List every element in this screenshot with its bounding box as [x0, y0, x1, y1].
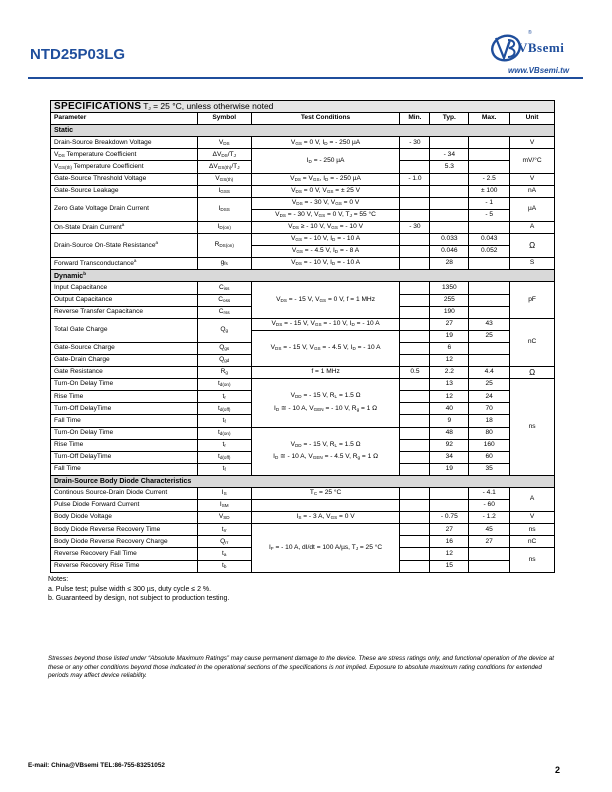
param-cell: Input Capacitance — [51, 282, 198, 294]
symbol-cell: $C_{oss}$ — [197, 294, 251, 306]
max-cell — [469, 282, 510, 294]
min-cell — [400, 294, 430, 306]
param-cell: Turn-On Delay Time — [51, 427, 198, 439]
table-row — [51, 282, 555, 294]
symbol-cell: $Q_{gd}$ — [197, 354, 251, 366]
symbol-cell: $t_r$ — [197, 391, 251, 403]
max-cell: 25 — [469, 379, 510, 391]
condition-cell: $V_{GS}$ = - 10 V, $I_D$ = - 10 A — [251, 234, 400, 246]
table-row — [51, 500, 555, 512]
param-cell: Rise Time — [51, 391, 198, 403]
condition-cell — [251, 500, 400, 512]
symbol-cell: $g_{fs}$ — [197, 258, 251, 270]
typ-cell — [430, 221, 469, 233]
condition-cell: $V_{DS}$ = - 30 V, $V_{GS} = 0$ V — [251, 197, 400, 209]
typ-cell: 34 — [430, 451, 469, 463]
max-cell — [469, 306, 510, 318]
page-number: 2 — [555, 765, 561, 775]
symbol-cell: $C_{rss}$ — [197, 306, 251, 318]
typ-cell: 190 — [430, 306, 469, 318]
param-cell: Gate Resistance — [51, 367, 198, 379]
typ-cell: 0.046 — [430, 246, 469, 258]
condition-cell: $T_C = 25$ °C — [251, 488, 400, 500]
min-cell: - 30 — [400, 137, 430, 149]
table-title-row — [51, 101, 555, 113]
column-header-max: Max. — [469, 113, 510, 125]
max-cell: - 1.2 — [469, 512, 510, 524]
param-cell: Reverse Recovery Rise Time — [51, 560, 198, 572]
min-cell — [400, 391, 430, 403]
section-header-static: Static — [51, 125, 555, 137]
notes-heading: Notes: — [48, 576, 69, 583]
condition-cell: $V_{DS}$ = - 15 V, $V_{GS}$ = - 4.5 V, $I_D$ = - 10 A — [251, 330, 400, 366]
table-row — [51, 379, 555, 391]
note-b: b. Guaranteed by design, not subject to production testing. — [48, 595, 230, 602]
max-cell: - 60 — [469, 500, 510, 512]
min-cell — [400, 197, 430, 209]
typ-cell: 13 — [430, 379, 469, 391]
min-cell — [400, 246, 430, 258]
max-cell: 25 — [469, 330, 510, 342]
table-row — [51, 221, 555, 233]
max-cell: 45 — [469, 524, 510, 536]
max-cell: 24 — [469, 391, 510, 403]
typ-cell: 19 — [430, 463, 469, 475]
typ-cell: 9 — [430, 415, 469, 427]
typ-cell: 255 — [430, 294, 469, 306]
condition-cell: $V_{DS}$ = - 15 V, $V_{GS} = 0$ V, f = 1 MHz — [251, 282, 400, 318]
specifications-title: SPECIFICATIONS — [54, 100, 142, 112]
table-row — [51, 234, 555, 246]
typ-cell: 27 — [430, 318, 469, 330]
table-row — [51, 149, 555, 161]
param-cell: Body Diode Reverse Recovery Charge — [51, 536, 198, 548]
param-cell: Rise Time — [51, 439, 198, 451]
symbol-cell: $I_{DSS}$ — [197, 197, 251, 221]
min-cell — [400, 548, 430, 560]
symbol-cell: $I_{SM}$ — [197, 500, 251, 512]
unit-cell: A — [510, 221, 555, 233]
min-cell — [400, 306, 430, 318]
condition-cell: $V_{DS} = V_{GS}$, $I_D$ = - 250 µA — [251, 173, 400, 185]
disclaimer-text: Stresses beyond those listed under “Absolute Maximum Ratings” may cause permanent damage to the device. These are stress ratings only, and functional operation of the device at these or any other conditions beyond those indicated in the operational sections of the specifications is not implied. Exposure to absolute maximum rating conditions for extended periods may affect device reliability. — [48, 655, 555, 680]
max-cell: 70 — [469, 403, 510, 415]
symbol-cell: $R_{DS(on)}$ — [197, 234, 251, 258]
symbol-cell: $V_{SD}$ — [197, 512, 251, 524]
min-cell — [400, 330, 430, 342]
symbol-cell: $Q_g$ — [197, 318, 251, 342]
typ-cell: 28 — [430, 258, 469, 270]
column-header-row — [51, 113, 555, 125]
condition-cell: f = 1 MHz — [251, 367, 400, 379]
condition-cell: $V_{DS}$ = - 15 V, $V_{GS}$ = - 10 V, $I_D$ = - 10 A — [251, 318, 400, 330]
max-cell — [469, 137, 510, 149]
param-cell: Body Diode Voltage — [51, 512, 198, 524]
notes-block — [48, 575, 229, 604]
symbol-cell: $C_{iss}$ — [197, 282, 251, 294]
max-cell: 0.052 — [469, 246, 510, 258]
max-cell — [469, 342, 510, 354]
typ-cell — [430, 209, 469, 221]
param-cell: On-State Drain Current$^a$ — [51, 221, 198, 233]
typ-cell: 40 — [430, 403, 469, 415]
typ-cell — [430, 185, 469, 197]
unit-cell: Ω — [510, 367, 555, 379]
max-cell — [469, 560, 510, 572]
unit-cell: nC — [510, 536, 555, 548]
max-cell: ± 100 — [469, 185, 510, 197]
unit-cell: nC — [510, 318, 555, 366]
symbol-cell: $\Delta V_{DS}/T_J$ — [197, 149, 251, 161]
symbol-cell: $I_{D(on)}$ — [197, 221, 251, 233]
table-row — [51, 512, 555, 524]
condition-cell: $I_F$ = - 10 A, dI/dt = 100 A/µs, $T_J = 25$ °C — [251, 524, 400, 572]
typ-cell — [430, 488, 469, 500]
min-cell — [400, 282, 430, 294]
symbol-cell: $t_f$ — [197, 415, 251, 427]
symbol-cell: $t_{d(off)}$ — [197, 403, 251, 415]
max-cell: - 2.5 — [469, 173, 510, 185]
param-cell: Turn-Off DelayTime — [51, 451, 198, 463]
min-cell — [400, 439, 430, 451]
param-cell: $V_{DS}$ Temperature Coefficient — [51, 149, 198, 161]
min-cell — [400, 500, 430, 512]
param-cell: Gate-Drain Charge — [51, 354, 198, 366]
column-header-typ: Typ. — [430, 113, 469, 125]
param-cell: Zero Gate Voltage Drain Current — [51, 197, 198, 221]
min-cell — [400, 342, 430, 354]
typ-cell — [430, 173, 469, 185]
typ-cell: 5.3 — [430, 161, 469, 173]
param-cell: Total Gate Charge — [51, 318, 198, 342]
section-header-body-diode: Drain-Source Body Diode Characteristics — [51, 475, 555, 487]
max-cell: 4.4 — [469, 367, 510, 379]
table-row — [51, 427, 555, 439]
typ-cell: 12 — [430, 548, 469, 560]
min-cell — [400, 488, 430, 500]
typ-cell: - 0.75 — [430, 512, 469, 524]
max-cell — [469, 294, 510, 306]
symbol-cell: $Q_{gs}$ — [197, 342, 251, 354]
table-row — [51, 258, 555, 270]
max-cell: - 1 — [469, 197, 510, 209]
section-header-dynamic: Dynamic$^b$ — [51, 270, 555, 282]
min-cell — [400, 209, 430, 221]
max-cell — [469, 548, 510, 560]
param-cell: Gate-Source Leakage — [51, 185, 198, 197]
min-cell — [400, 524, 430, 536]
table-row — [51, 488, 555, 500]
condition-cell: $V_{DS}$ ≥ - 10 V, $V_{GS}$ = - 10 V — [251, 221, 400, 233]
param-cell: Turn-On Delay Time — [51, 379, 198, 391]
symbol-cell: $t_b$ — [197, 560, 251, 572]
max-cell: 18 — [469, 415, 510, 427]
table-row — [51, 197, 555, 209]
typ-cell — [430, 197, 469, 209]
min-cell: 0.5 — [400, 367, 430, 379]
condition-cell: $V_{DS}$ = - 10 V, $I_D$ = - 10 A — [251, 258, 400, 270]
min-cell — [400, 427, 430, 439]
symbol-cell: $V_{DS}$ — [197, 137, 251, 149]
max-cell: 0.043 — [469, 234, 510, 246]
min-cell — [400, 560, 430, 572]
min-cell — [400, 318, 430, 330]
max-cell — [469, 354, 510, 366]
unit-cell: pF — [510, 282, 555, 318]
unit-cell: mV/°C — [510, 149, 555, 173]
param-cell: Continous Source-Drain Diode Current — [51, 488, 198, 500]
min-cell — [400, 403, 430, 415]
min-cell — [400, 185, 430, 197]
unit-cell: V — [510, 512, 555, 524]
param-cell: Reverse Recovery Fall Time — [51, 548, 198, 560]
param-cell: Drain-Source On-State Resistance$^a$ — [51, 234, 198, 258]
symbol-cell: $t_r$ — [197, 439, 251, 451]
typ-cell: 92 — [430, 439, 469, 451]
specifications-condition: $T_J = 25$ °C, unless otherwise noted — [143, 100, 274, 111]
min-cell — [400, 161, 430, 173]
typ-cell: 6 — [430, 342, 469, 354]
typ-cell: 12 — [430, 354, 469, 366]
min-cell: - 30 — [400, 221, 430, 233]
typ-cell — [430, 137, 469, 149]
typ-cell: 2.2 — [430, 367, 469, 379]
symbol-cell: $t_{d(off)}$ — [197, 451, 251, 463]
min-cell — [400, 536, 430, 548]
condition-cell: $V_{DS}$ = - 30 V, $V_{GS} = 0$ V, $T_J = 55$ °C — [251, 209, 400, 221]
max-cell — [469, 161, 510, 173]
unit-cell: nA — [510, 185, 555, 197]
header-divider — [28, 77, 583, 79]
condition-cell: $V_{DD}$ = - 15 V, $R_L = 1.5$ Ω $I_D$ ≅ - 10 A, $V_{GEN}$ = - 4.5 V, $R_g = 1$ Ω — [251, 427, 400, 475]
max-cell: 35 — [469, 463, 510, 475]
symbol-cell: $Q_{rr}$ — [197, 536, 251, 548]
column-header-parameter: Parameter — [51, 113, 198, 125]
min-cell — [400, 379, 430, 391]
typ-cell: 1350 — [430, 282, 469, 294]
param-cell: $V_{GS(th)}$ Temperature Coefficient — [51, 161, 198, 173]
condition-cell: $V_{DD}$ = - 15 V, $R_L = 1.5$ Ω $I_D$ ≅ - 10 A, $V_{GEN}$ = - 10 V, $R_g = 1$ Ω — [251, 379, 400, 427]
symbol-cell: $t_{d(on)}$ — [197, 379, 251, 391]
column-header-test-conditions: Test Conditions — [251, 113, 400, 125]
unit-cell: ns — [510, 548, 555, 572]
typ-cell: 48 — [430, 427, 469, 439]
max-cell: 43 — [469, 318, 510, 330]
param-cell: Fall Time — [51, 463, 198, 475]
table-row — [51, 137, 555, 149]
max-cell: 27 — [469, 536, 510, 548]
max-cell: 160 — [469, 439, 510, 451]
condition-cell: $V_{DS} = 0$ V, $V_{GS}$ = ± 25 V — [251, 185, 400, 197]
note-a: a. Pulse test; pulse width ≤ 300 µs, duty cycle ≤ 2 %. — [48, 585, 212, 593]
symbol-cell: $I_S$ — [197, 488, 251, 500]
symbol-cell: $t_a$ — [197, 548, 251, 560]
column-header-unit: Unit — [510, 113, 555, 125]
typ-cell: 0.033 — [430, 234, 469, 246]
column-header-symbol: Symbol — [197, 113, 251, 125]
column-header-min: Min. — [400, 113, 430, 125]
table-row — [51, 185, 555, 197]
symbol-cell: $R_g$ — [197, 367, 251, 379]
max-cell: - 4.1 — [469, 488, 510, 500]
symbol-cell: $t_{d(on)}$ — [197, 427, 251, 439]
symbol-cell: $I_{GSS}$ — [197, 185, 251, 197]
typ-cell: 16 — [430, 536, 469, 548]
typ-cell — [430, 500, 469, 512]
min-cell: - 1.0 — [400, 173, 430, 185]
min-cell — [400, 354, 430, 366]
symbol-cell: $V_{GS(th)}$ — [197, 173, 251, 185]
table-row — [51, 524, 555, 536]
unit-cell: V — [510, 137, 555, 149]
registered-mark: ® — [528, 30, 532, 36]
min-cell — [400, 463, 430, 475]
symbol-cell: $t_f$ — [197, 463, 251, 475]
typ-cell: 15 — [430, 560, 469, 572]
max-cell — [469, 258, 510, 270]
unit-cell: V — [510, 173, 555, 185]
table-row — [51, 318, 555, 330]
min-cell — [400, 451, 430, 463]
typ-cell: 27 — [430, 524, 469, 536]
min-cell — [400, 234, 430, 246]
param-cell: Turn-Off DelayTime — [51, 403, 198, 415]
min-cell — [400, 258, 430, 270]
min-cell — [400, 149, 430, 161]
condition-cell: $I_S$ = - 3 A, $V_{GS} = 0$ V — [251, 512, 400, 524]
unit-cell: Ω — [510, 234, 555, 258]
min-cell — [400, 415, 430, 427]
website-link[interactable]: www.VBsemi.tw — [508, 66, 570, 75]
symbol-cell: $\Delta V_{GS(th)}/T_J$ — [197, 161, 251, 173]
max-cell: - 5 — [469, 209, 510, 221]
param-cell: Gate-Source Threshold Voltage — [51, 173, 198, 185]
param-cell: Pulse Diode Forward Current — [51, 500, 198, 512]
unit-cell: µA — [510, 197, 555, 221]
unit-cell: A — [510, 488, 555, 512]
logo-text: VBsemi — [518, 40, 565, 55]
unit-cell: ns — [510, 379, 555, 476]
table-row — [51, 367, 555, 379]
param-cell: Drain-Source Breakdown Voltage — [51, 137, 198, 149]
param-cell: Fall Time — [51, 415, 198, 427]
condition-cell: $V_{GS} = 0$ V, $I_D$ = - 250 µA — [251, 137, 400, 149]
typ-cell: 19 — [430, 330, 469, 342]
unit-cell: S — [510, 258, 555, 270]
footer-contact: E-mail: China@VBsemi TEL:86-755-83251052 — [28, 762, 165, 769]
param-cell: Gate-Source Charge — [51, 342, 198, 354]
param-cell: Reverse Transfer Capacitance — [51, 306, 198, 318]
param-cell: Forward Transconductance$^a$ — [51, 258, 198, 270]
param-cell: Output Capacitance — [51, 294, 198, 306]
table-row — [51, 173, 555, 185]
part-number: NTD25P03LG — [30, 46, 126, 63]
typ-cell: - 34 — [430, 149, 469, 161]
param-cell: Body Diode Reverse Recovery Time — [51, 524, 198, 536]
max-cell — [469, 221, 510, 233]
condition-cell: $V_{GS}$ = - 4.5 V, $I_D$ = - 8 A — [251, 246, 400, 258]
typ-cell: 12 — [430, 391, 469, 403]
unit-cell: ns — [510, 524, 555, 536]
specifications-table — [50, 100, 555, 573]
condition-cell: $I_D$ = - 250 µA — [251, 149, 400, 173]
min-cell — [400, 512, 430, 524]
max-cell — [469, 149, 510, 161]
max-cell: 60 — [469, 451, 510, 463]
max-cell: 80 — [469, 427, 510, 439]
symbol-cell: $t_{rr}$ — [197, 524, 251, 536]
